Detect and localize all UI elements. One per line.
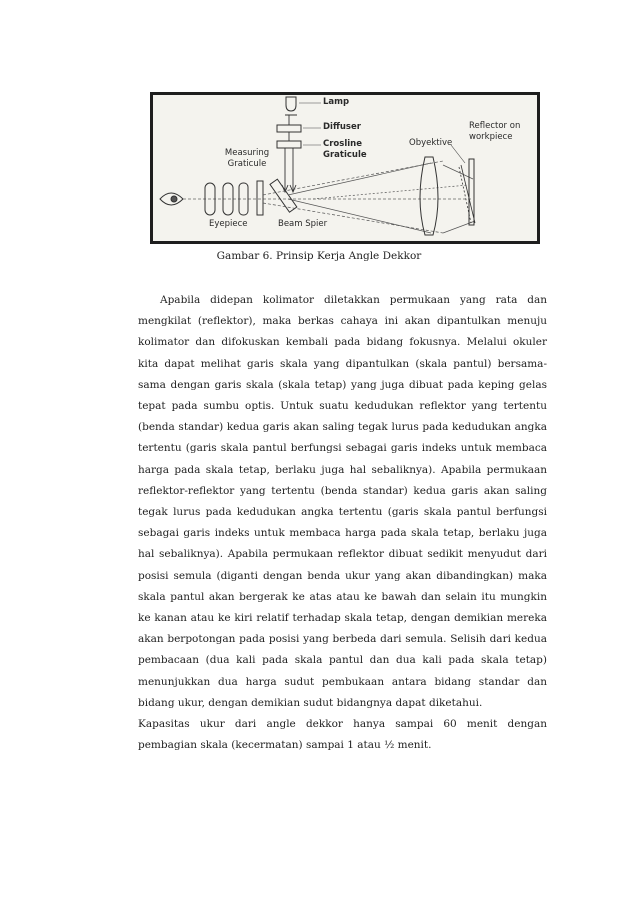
diffuser [277, 125, 301, 132]
obyektive-label: Obyektive [409, 138, 453, 148]
paragraph-1: Apabila didepan kolimator diletakkan permukaan yang rata dan mengkilat (reflektor), maka berkas cahaya ini akan dipantulkan menuju kolimator dan difokuskan kembali pada bidang fokusnya. Melalui okuler kita dapat melihat garis skala yang dipantulkan (skala pantul) bersama-sama dengan garis skala (skala tetap) yang juga dibuat pada keping gelas tepat pada sumbu optis. Untuk suatu kedudukan reflektor yang tertentu (benda standar) kedua garis akan saling tegak lurus pada kedudukan angka tertentu (garis skala pantul berfungsi sebagai garis indeks untuk membaca harga pada skala tetap, berlaku juga hal sebaliknya). Apabila permukaan reflektor-reflektor yang tertentu (benda standar) kedua garis akan saling tegak lurus pada kedudukan angka tertentu (garis skala pantul berfungsi sebagai garis indeks untuk membaca harga pada skala tetap, berlaku juga hal sebaliknya). Apabila permukaan reflektor dibuat sedikit menyudut dari posisi semula (diganti dengan benda ukur yang akan dibandingkan) maka skala pantul akan bergerak ke atas atau ke bawah dan selain itu mungkin ke kanan atau ke kiri relatif terhadap skala tetap, dengan demikian mereka akan berpotongan pada posisi yang berbeda dari semula. Selisih dari kedua pembacaan (dua kali pada skala pantul dan dua kali pada skala tetap) menunjukkan dua harga sudut pembukaan antara bidang standar dan bidang ukur, dengan demikian sudut bidangnya dapat diketahui. [138, 294, 547, 709]
reflector [459, 159, 475, 225]
eyepiece-label: Eyepiece [209, 219, 248, 229]
crossline-graticule [277, 141, 301, 148]
measuring-label: Measuring [224, 148, 270, 158]
beam-spier-label: Beam Spier [278, 219, 328, 229]
lamp-beam [282, 115, 296, 192]
objective-lens [420, 157, 438, 235]
crossline-label: Crosline [323, 139, 362, 149]
figure-caption: Gambar 6. Prinsip Kerja Angle Dekkor [216, 250, 422, 262]
crossline-graticule-label: Graticule [323, 150, 367, 160]
eye-icon [160, 193, 183, 205]
eyepiece-lenses [205, 183, 248, 215]
angle-dekkor-diagram [150, 92, 540, 244]
paragraph-2: Kapasitas ukur dari angle dekkor hanya sampai 60 menit dengan pembagian skala (kecermatan) sampai 1 atau ½ menit. [138, 718, 547, 752]
measuring-graticule-label: Graticule [227, 159, 267, 169]
lamp-label: Lamp [323, 97, 350, 107]
body-text [138, 290, 547, 756]
reflector-label: Reflector on [469, 121, 521, 131]
diffuser-label: Diffuser [323, 122, 361, 132]
workpiece-label: workpiece [469, 132, 513, 142]
measuring-graticule [257, 181, 263, 215]
lamp-icon [285, 97, 297, 115]
